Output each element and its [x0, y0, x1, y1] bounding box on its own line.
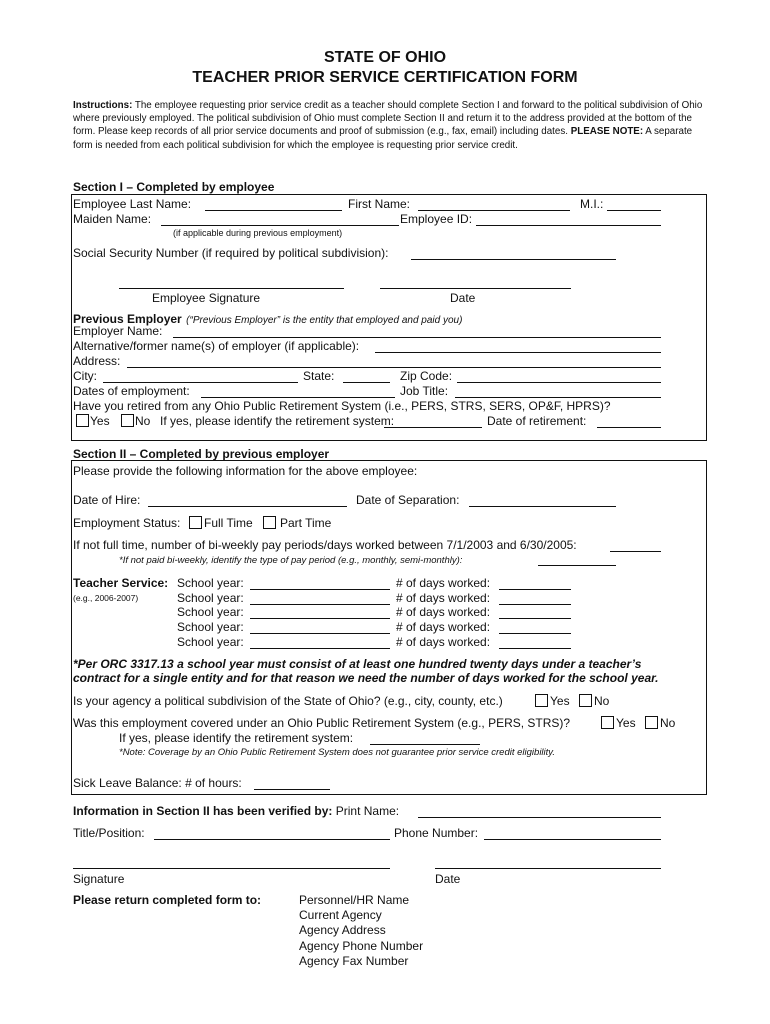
first-name-label: First Name: [348, 197, 411, 211]
verifier-signature-label: Signature [73, 872, 125, 886]
days-worked-field-3[interactable] [499, 618, 571, 619]
previous-employer-title: Previous Employer [73, 312, 182, 326]
instructions-paragraph [73, 99, 713, 152]
days-worked-field-2[interactable] [499, 604, 571, 605]
covered-no-checkbox[interactable] [645, 716, 658, 729]
section2-intro: Please provide the following information for the above employee: [73, 464, 418, 478]
date-hire-label: Date of Hire: [73, 493, 141, 507]
political-subdivision-question: Is your agency a political subdivision of the State of Ohio? (e.g., city, county, etc.) [73, 694, 503, 708]
days-worked-label-3: # of days worked: [396, 605, 491, 619]
covered-yes-checkbox[interactable] [601, 716, 614, 729]
job-title-label: Job Title: [400, 384, 449, 398]
state-label: State: [303, 369, 335, 383]
retired-system-field[interactable] [384, 427, 482, 428]
not-full-time-field[interactable] [610, 551, 661, 552]
title-position-label: Title/Position: [73, 826, 145, 840]
form-title: TEACHER PRIOR SERVICE CERTIFICATION FORM [192, 69, 578, 86]
phone-number-label: Phone Number: [394, 826, 479, 840]
pay-period-type-field[interactable] [538, 565, 616, 566]
political-sub-yes-checkbox[interactable] [535, 694, 548, 707]
covered-yes-label: Yes [616, 716, 636, 730]
teacher-service-label: Teacher Service: [73, 576, 169, 590]
covered-no-label: No [660, 716, 676, 730]
section2-heading: Section II – Completed by previous employer [73, 447, 330, 461]
city-label: City: [73, 369, 97, 383]
last-name-label: Employee Last Name: [73, 197, 192, 211]
days-worked-label-1: # of days worked: [396, 576, 491, 590]
last-name-field[interactable] [205, 210, 342, 211]
previous-employer-note: (“Previous Employer” is the entity that employed and paid you) [186, 315, 463, 326]
return-address-block [299, 893, 423, 969]
maiden-name-note: (if applicable during previous employment) [173, 228, 343, 238]
sick-leave-field[interactable] [254, 789, 330, 790]
school-year-label-4: School year: [177, 620, 244, 634]
return-agency-address: Agency Address [299, 923, 386, 938]
full-time-label: Full Time [204, 516, 253, 530]
verifier-signature-field[interactable] [73, 868, 390, 869]
title-position-field[interactable] [154, 839, 390, 840]
days-worked-field-4[interactable] [499, 633, 571, 634]
school-year-field-5[interactable] [250, 648, 390, 649]
date-hire-field[interactable] [148, 506, 347, 507]
phone-number-field[interactable] [484, 839, 661, 840]
employee-signature-field[interactable] [119, 288, 344, 289]
school-year-field-1[interactable] [250, 589, 390, 590]
alt-names-label: Alternative/former name(s) of employer (if applicable): [73, 339, 360, 353]
school-year-label-5: School year: [177, 635, 244, 649]
form-title-state: STATE OF OHIO [323, 49, 447, 66]
retirement-date-field[interactable] [597, 427, 661, 428]
school-year-field-2[interactable] [250, 604, 390, 605]
not-full-time-label: If not full time, number of bi-weekly pay periods/days worked between 7/1/2003 and 6/30/2005: [73, 538, 577, 552]
school-year-label-3: School year: [177, 605, 244, 619]
orc-note-line1: *Per ORC 3317.13 a school year must consist of at least one hundred twenty days under a teacher’s [73, 657, 642, 671]
instructions-body: The employee requesting prior service credit as a teacher should complete Section I and forward to the political subdivision of Ohio where previously employed. The political subdivision of Ohio must complete Section II and return it to the address provided at the bottom of the form. Please keep records of all prior service documents and proof of submission (e.g., fax, email) including dates. [73, 100, 703, 138]
part-time-checkbox[interactable] [263, 516, 276, 529]
days-worked-label-4: # of days worked: [396, 620, 491, 634]
verifier-date-label: Date [435, 872, 461, 886]
ssn-field[interactable] [411, 259, 616, 260]
covered-system-field[interactable] [370, 744, 480, 745]
school-year-label-2: School year: [177, 591, 244, 605]
employee-signature-label: Employee Signature [152, 291, 261, 305]
employee-id-field[interactable] [476, 225, 661, 226]
covered-system-label: If yes, please identify the retirement system: [119, 731, 354, 745]
verifier-date-field[interactable] [435, 868, 661, 869]
employer-name-field[interactable] [173, 337, 661, 338]
instructions-note-body: A separate form is needed from each political subdivision for which the employee is requesting prior service credit. [73, 126, 693, 151]
mi-field[interactable] [607, 210, 661, 211]
return-agency-fax: Agency Fax Number [299, 953, 409, 968]
school-year-field-3[interactable] [250, 618, 390, 619]
teacher-service-example: (e.g., 2006-2007) [73, 593, 139, 603]
print-name-label: Print Name: [335, 804, 400, 818]
days-worked-label-2: # of days worked: [396, 591, 491, 605]
retired-no-label: No [135, 414, 151, 428]
days-worked-field-5[interactable] [499, 648, 571, 649]
zip-field[interactable] [457, 382, 661, 383]
return-agency-phone: Agency Phone Number [299, 938, 424, 953]
retired-system-label: If yes, please identify the retirement system: [160, 414, 395, 428]
maiden-name-label: Maiden Name: [73, 212, 152, 226]
employee-id-label: Employee ID: [400, 212, 473, 226]
verified-heading: Information in Section II has been verified by: [73, 804, 333, 818]
employee-date-field[interactable] [380, 288, 571, 289]
instructions-lead: Instructions: [73, 100, 133, 111]
employment-status-label: Employment Status: [73, 516, 181, 530]
alt-names-field[interactable] [375, 352, 661, 353]
city-field[interactable] [103, 382, 298, 383]
retired-yes-checkbox[interactable] [76, 414, 89, 427]
first-name-field[interactable] [418, 210, 570, 211]
state-field[interactable] [343, 382, 390, 383]
zip-label: Zip Code: [400, 369, 453, 383]
orc-note-line2: contract for a single entity and for that reason we need the number of days worked for the school year. [73, 671, 659, 685]
date-separation-label: Date of Separation: [356, 493, 460, 507]
political-sub-no-checkbox[interactable] [579, 694, 592, 707]
return-agency: Current Agency [299, 908, 382, 923]
retired-question: Have you retired from any Ohio Public Retirement System (i.e., PERS, STRS, SERS, OP&F, HPRS)? [73, 399, 611, 413]
dates-employment-field[interactable] [201, 397, 395, 398]
dates-employment-label: Dates of employment: [73, 384, 190, 398]
print-name-field[interactable] [418, 817, 661, 818]
employee-date-label: Date [450, 291, 476, 305]
full-time-checkbox[interactable] [189, 516, 202, 529]
days-worked-label-5: # of days worked: [396, 635, 491, 649]
return-hr-name: Personnel/HR Name [299, 893, 410, 907]
ssn-label: Social Security Number (if required by political subdivision): [73, 246, 389, 260]
covered-question: Was this employment covered under an Ohio Public Retirement System (e.g., PERS, STRS)? [73, 716, 571, 730]
not-biweekly-label: *If not paid bi-weekly, identify the type of pay period (e.g., monthly, semi-monthly): [119, 555, 463, 566]
instructions-note-lead: PLEASE NOTE: [570, 126, 644, 138]
date-separation-field[interactable] [469, 506, 616, 507]
school-year-field-4[interactable] [250, 633, 390, 634]
verified-row [73, 804, 399, 818]
retired-no-checkbox[interactable] [121, 414, 134, 427]
address-label: Address: [73, 354, 121, 368]
coverage-note: *Note: Coverage by an Ohio Public Retirement System does not guarantee prior service credit eligibility. [119, 747, 555, 758]
return-to-label: Please return completed form to: [73, 893, 262, 907]
maiden-name-field[interactable] [161, 225, 399, 226]
part-time-label: Part Time [280, 516, 332, 530]
political-sub-no-label: No [594, 694, 610, 708]
school-year-label-1: School year: [177, 576, 244, 590]
address-field[interactable] [127, 367, 661, 368]
political-sub-yes-label: Yes [550, 694, 570, 708]
days-worked-field-1[interactable] [499, 589, 571, 590]
section1-heading: Section I – Completed by employee [73, 180, 275, 194]
job-title-field[interactable] [455, 397, 661, 398]
employer-name-label: Employer Name: [73, 324, 163, 338]
retired-yes-label: Yes [90, 414, 110, 428]
retirement-date-label: Date of retirement: [487, 414, 587, 428]
mi-label: M.I.: [580, 197, 604, 211]
sick-leave-label: Sick Leave Balance: # of hours: [73, 776, 242, 790]
